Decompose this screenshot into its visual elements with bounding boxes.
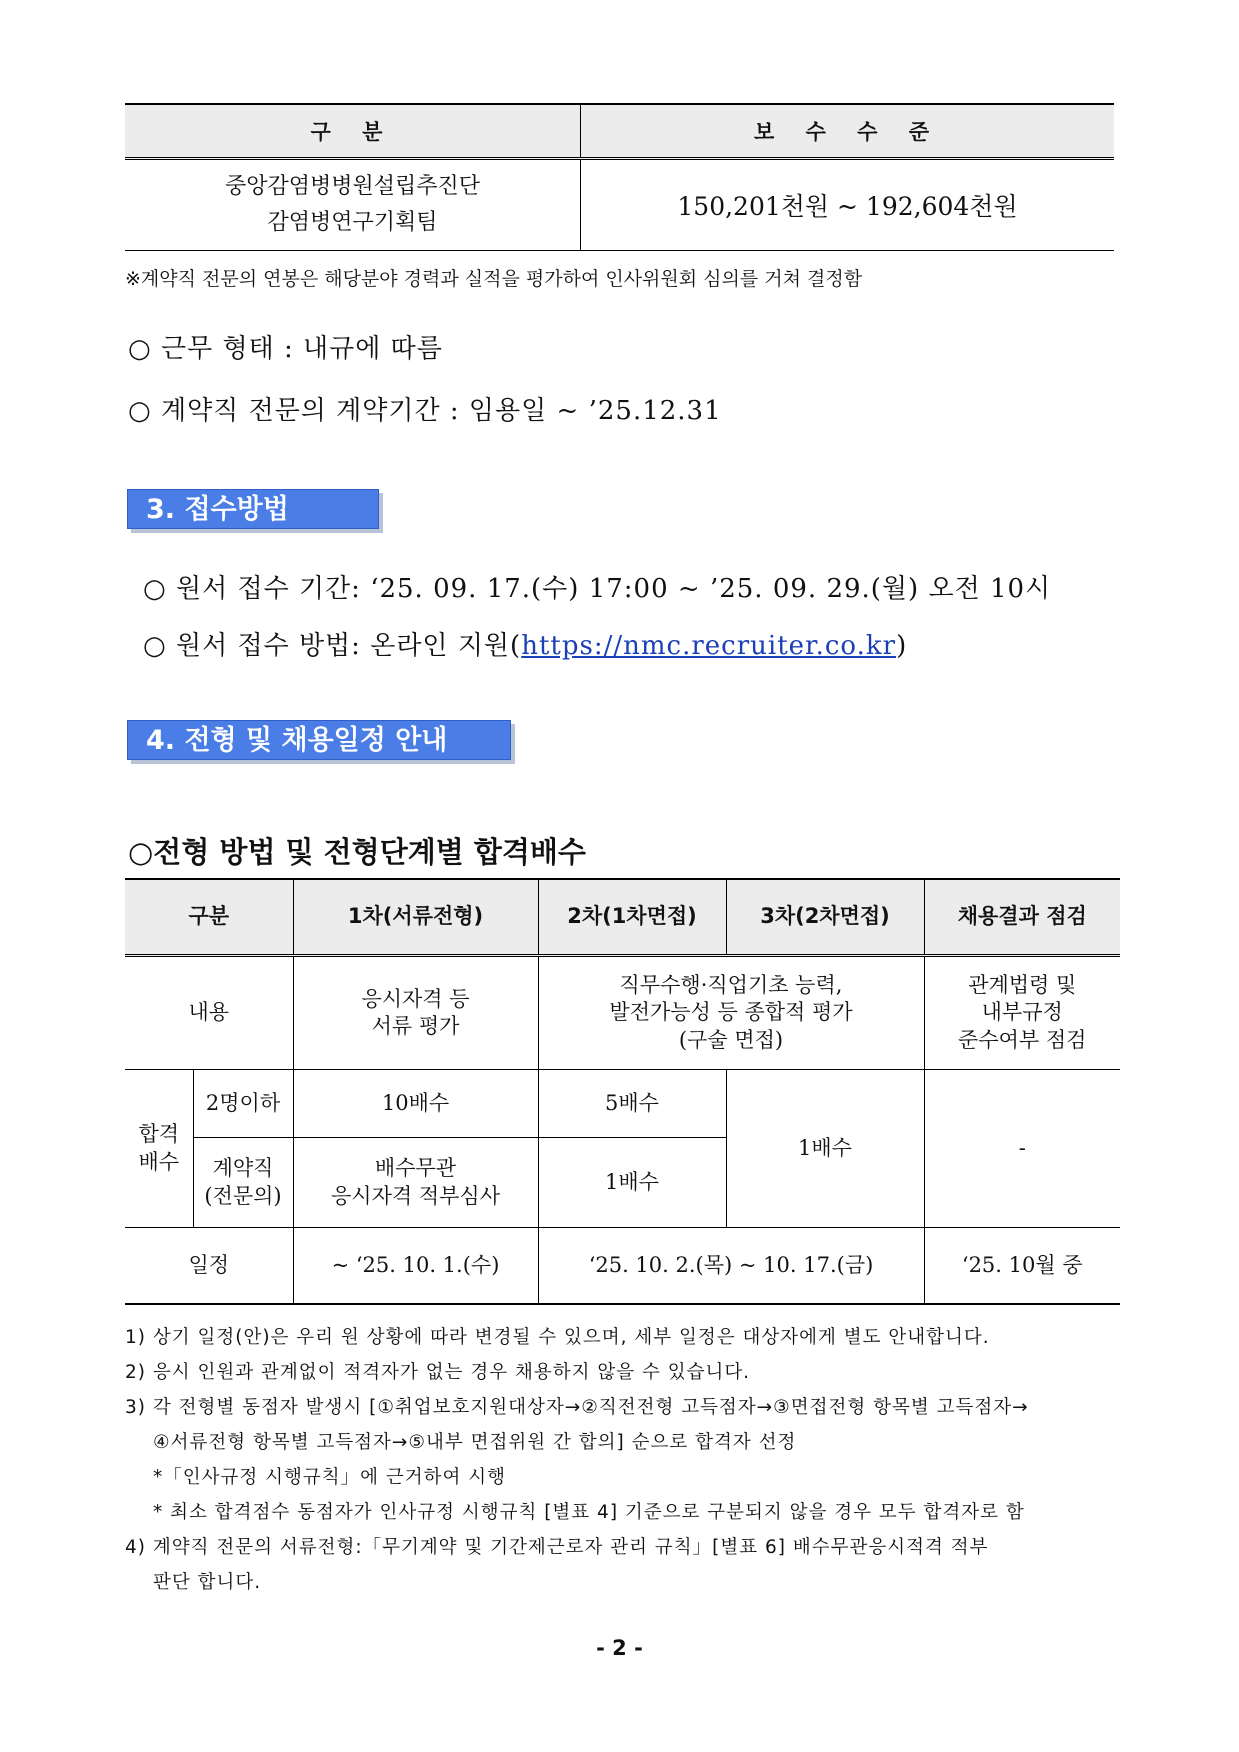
bullet-application-period: ○ 원서 접수 기간: ‘25. 09. 17.(수) 17:00 ~ ’25. 09. 29.(월) 오전 10시 (143, 574, 1052, 604)
row-small-label: 2명이하 (193, 1070, 293, 1138)
content-stage23-line3: (구술 면접) (678, 1027, 784, 1052)
row-contract-label (193, 1138, 293, 1228)
row-contract-label-line1: 계약직 (212, 1156, 274, 1181)
schedule-stage23: ‘25. 10. 2.(목) ~ 10. 17.(금) (538, 1228, 924, 1304)
salary-note: ※계약직 전문의 연봉은 해당분야 경력과 실적을 평가하여 인사위원회 심의를 거쳐 결정함 (125, 268, 863, 290)
schedule-header-stage1: 1차(서류전형) (293, 879, 538, 956)
content-check-line3: 준수여부 점검 (958, 1027, 1087, 1052)
footnote-2: 2) 응시 인원과 관계없이 적격자가 없는 경우 채용하지 않을 수 있습니다. (125, 1362, 751, 1383)
content-stage1 (293, 956, 538, 1070)
application-method-prefix: ○ 원서 접수 방법: 온라인 지원( (143, 631, 522, 661)
check-multiple: - (924, 1070, 1120, 1228)
schedule-header-stage3: 3차(2차면접) (726, 879, 924, 956)
application-method-suffix: ) (896, 631, 908, 661)
footnote-4: 4) 계약직 전문의 서류전형:「무기계약 및 기간제근로자 관리 규칙」[별표 6] 배수무관응시적격 적부 (125, 1537, 989, 1558)
content-check (924, 956, 1120, 1070)
section4-title: 4. 전형 및 채용일정 안내 (127, 720, 511, 760)
footnote-4-cont: 판단 합니다. (153, 1572, 262, 1593)
salary-amount: 150,201천원 ~ 192,604천원 (581, 159, 1115, 251)
recruiter-link[interactable]: https://nmc.recruiter.co.kr (521, 631, 897, 661)
content-label: 내용 (125, 956, 293, 1070)
footnote-3-cont: ④서류전형 항목별 고득점자→⑤내부 면접위원 간 합의] 순으로 합격자 선정 (153, 1432, 797, 1453)
bullet-application-method (143, 625, 907, 662)
pass-label-line1: 합격 (138, 1122, 180, 1147)
content-stage23 (538, 956, 924, 1070)
row-contract-stage1-line1: 배수무관 (374, 1156, 457, 1181)
schedule-table (125, 878, 1120, 1305)
section3-title: 3. 접수방법 (127, 489, 379, 529)
page-number: - 2 - (596, 1636, 643, 1660)
footnote-1: 1) 상기 일정(안)은 우리 원 상황에 따라 변경될 수 있으며, 세부 일정은 대상자에게 별도 안내합니다. (125, 1327, 990, 1348)
schedule-header-check: 채용결과 점검 (924, 879, 1120, 956)
content-stage1-line2: 서류 평가 (371, 1014, 460, 1038)
bullet-contract-period: ○ 계약직 전문의 계약기간 : 임용일 ~ ’25.12.31 (128, 396, 722, 426)
schedule-label: 일정 (125, 1228, 293, 1304)
salary-header-level: 보 수 수 준 (581, 104, 1115, 159)
pass-label-line2: 배수 (138, 1149, 180, 1174)
schedule-header-category: 구분 (125, 879, 293, 956)
row-small-stage2: 5배수 (538, 1070, 726, 1138)
row-contract-stage2: 1배수 (538, 1138, 726, 1228)
content-check-line1: 관계법령 및 (968, 973, 1077, 998)
content-stage1-line1: 응시자격 등 (361, 986, 470, 1011)
footnote-3: 3) 각 전형별 동점자 발생시 [①취업보호지원대상자→②직전전형 고득점자→③면접전형 항목별 고득점자→ (125, 1397, 1029, 1418)
salary-dept-cell (125, 159, 581, 251)
stage3-multiple: 1배수 (726, 1070, 924, 1228)
content-check-line2: 내부규정 (981, 1000, 1063, 1025)
section4-subtitle: ○전형 방법 및 전형단계별 합격배수 (128, 835, 586, 869)
schedule-check: ‘25. 10월 중 (924, 1228, 1120, 1304)
content-stage23-line1: 직무수행·직업기초 능력, (619, 973, 843, 998)
content-stage23-line2: 발전가능성 등 종합적 평가 (609, 1000, 853, 1025)
salary-header-category: 구 분 (125, 104, 581, 159)
footnotes (125, 1320, 1115, 1600)
row-small-stage1: 10배수 (293, 1070, 538, 1138)
footnote-3-note-a: *「인사규정 시행규칙」에 근거하여 시행 (153, 1467, 506, 1488)
salary-table (125, 103, 1114, 251)
schedule-stage1: ~ ‘25. 10. 1.(수) (293, 1228, 538, 1304)
row-contract-label-line2: (전문의) (204, 1183, 282, 1208)
schedule-header-stage2: 2차(1차면접) (538, 879, 726, 956)
row-contract-stage1 (293, 1138, 538, 1228)
salary-dept-line2: 감염병연구기획팀 (267, 210, 438, 235)
salary-dept-line1: 중앙감염병병원설립추진단 (224, 174, 481, 199)
row-contract-stage1-line2: 응시자격 적부심사 (331, 1183, 500, 1208)
bullet-work-type: ○ 근무 형태 : 내규에 따름 (128, 334, 443, 364)
pass-multiple-label (125, 1070, 193, 1228)
footnote-3-note-b: * 최소 합격점수 동점자가 인사규정 시행규칙 [별표 4] 기준으로 구분되지 않을 경우 모두 합격자로 함 (153, 1502, 1025, 1523)
